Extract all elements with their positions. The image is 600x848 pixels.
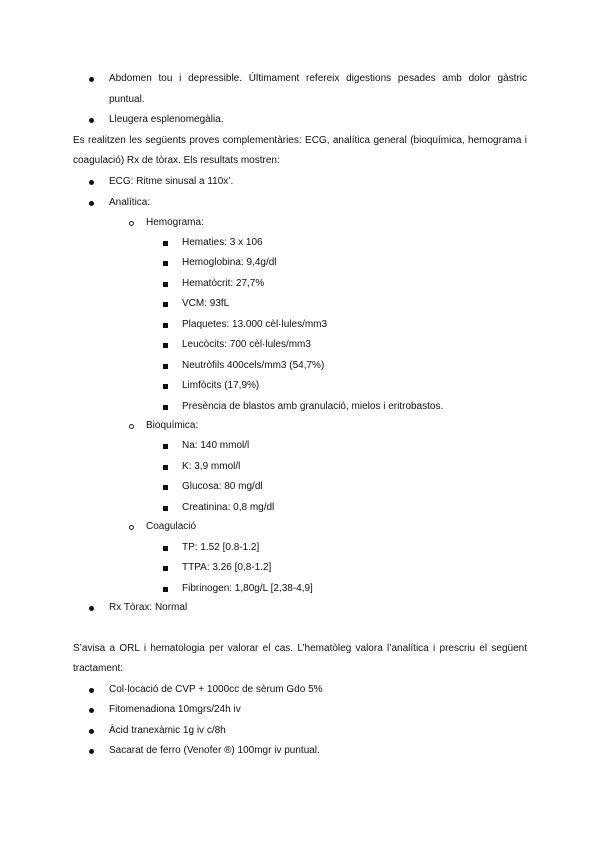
bioquimica-label: Bioquímica: [146,420,199,431]
bioquimica-item: Creatinina: 0,8 mg/dl [182,502,275,513]
intro-paragraph-line1: Es realitzen les següents proves complementàries: ECG, analítica general (bioquímica, hemograma i [73,135,527,146]
bullet-dot [89,77,94,82]
coagulacio-item: Fibrinogen: 1,80g/L [2,38-4,9] [182,583,313,594]
bullet-dot [89,118,94,123]
hemograma-item: Presència de blastos amb granulació, mielos i eritrobastos. [182,401,444,412]
hemograma-item: Hematòcrit: 27,7% [182,278,265,289]
bullet-dot [89,606,94,611]
bioquimica-item: Na: 140 mmol/l [182,440,250,451]
bullet-square [163,343,168,348]
bullet-square [163,465,168,470]
bullet-square [163,405,168,410]
bullet-dot [89,201,94,206]
hemograma-item: Hemoglobina: 9,4g/dl [182,257,277,268]
treatment-item: Sacarat de ferro (Venofer ®) 100mgr iv puntual. [109,745,320,756]
bullet-square [163,302,168,307]
bioquimica-item: K: 3,9 mmol/l [182,461,241,472]
splenomegaly-line: Lleugera esplenomegàlia. [109,114,224,125]
bullet-square [163,261,168,266]
bullet-dot [89,180,94,185]
abdomen-line: Abdomen tou i depressible. Últimament refereix digestions pesades amb dolor gàstric [109,73,527,84]
hemograma-item: VCM: 93fL [182,298,230,309]
treatment-item: Fitomenadiona 10mgrs/24h iv [109,704,241,715]
bullet-square [163,546,168,551]
bullet-dot [89,749,94,754]
bullet-circle [129,525,134,530]
analitica-label: Analítica: [109,197,151,208]
bullet-square [163,566,168,571]
bullet-square [163,282,168,287]
hemograma-item: Hematies: 3 x 106 [182,237,263,248]
bullet-square [163,323,168,328]
bullet-dot [89,729,94,734]
rx-result: Rx Tòrax: Normal [109,602,188,613]
bullet-circle [129,221,134,226]
treatment-item: Col·locació de CVP + 1000cc de sèrum Gdo 5% [109,684,323,695]
hemograma-label: Hemograma: [146,217,204,228]
bullet-square [163,384,168,389]
coagulacio-label: Coagulació [146,521,197,532]
bioquimica-item: Glucosa: 80 mg/dl [182,481,263,492]
hemograma-item: Limfòcits (17,9%) [182,380,260,391]
coagulacio-item: TP: 1.52 [0.8-1.2] [182,542,260,553]
hemograma-item: Leucòcits: 700 cèl·lules/mm3 [182,339,311,350]
bullet-dot [89,688,94,693]
orl-paragraph-line2: tractament: [73,663,124,674]
orl-paragraph-line1: S’avisa a ORL i hematologia per valorar el cas. L’hematòleg valora l’analítica i prescriu el següent [73,643,527,654]
bullet-circle [129,424,134,429]
bullet-square [163,364,168,369]
ecg-result: ECG: Ritme sinusal a 110x’. [109,176,234,187]
hemograma-item: Plaquetes: 13.000 cèl·lules/mm3 [182,319,328,330]
bullet-square [163,506,168,511]
coagulacio-item: TTPA: 3.26 [0,8-1.2] [182,562,272,573]
bullet-square [163,444,168,449]
bullet-square [163,241,168,246]
hemograma-item: Neutròfils 400cels/mm3 (54,7%) [182,360,325,371]
intro-paragraph-line2: coagulació) Rx de tòrax. Els resultats mostren: [73,155,280,166]
abdomen-line-cont: puntual. [109,94,145,105]
bullet-dot [89,708,94,713]
bullet-square [163,587,168,592]
bullet-square [163,485,168,490]
treatment-item: Àcid tranexàmic 1g iv c/8h [109,725,226,736]
